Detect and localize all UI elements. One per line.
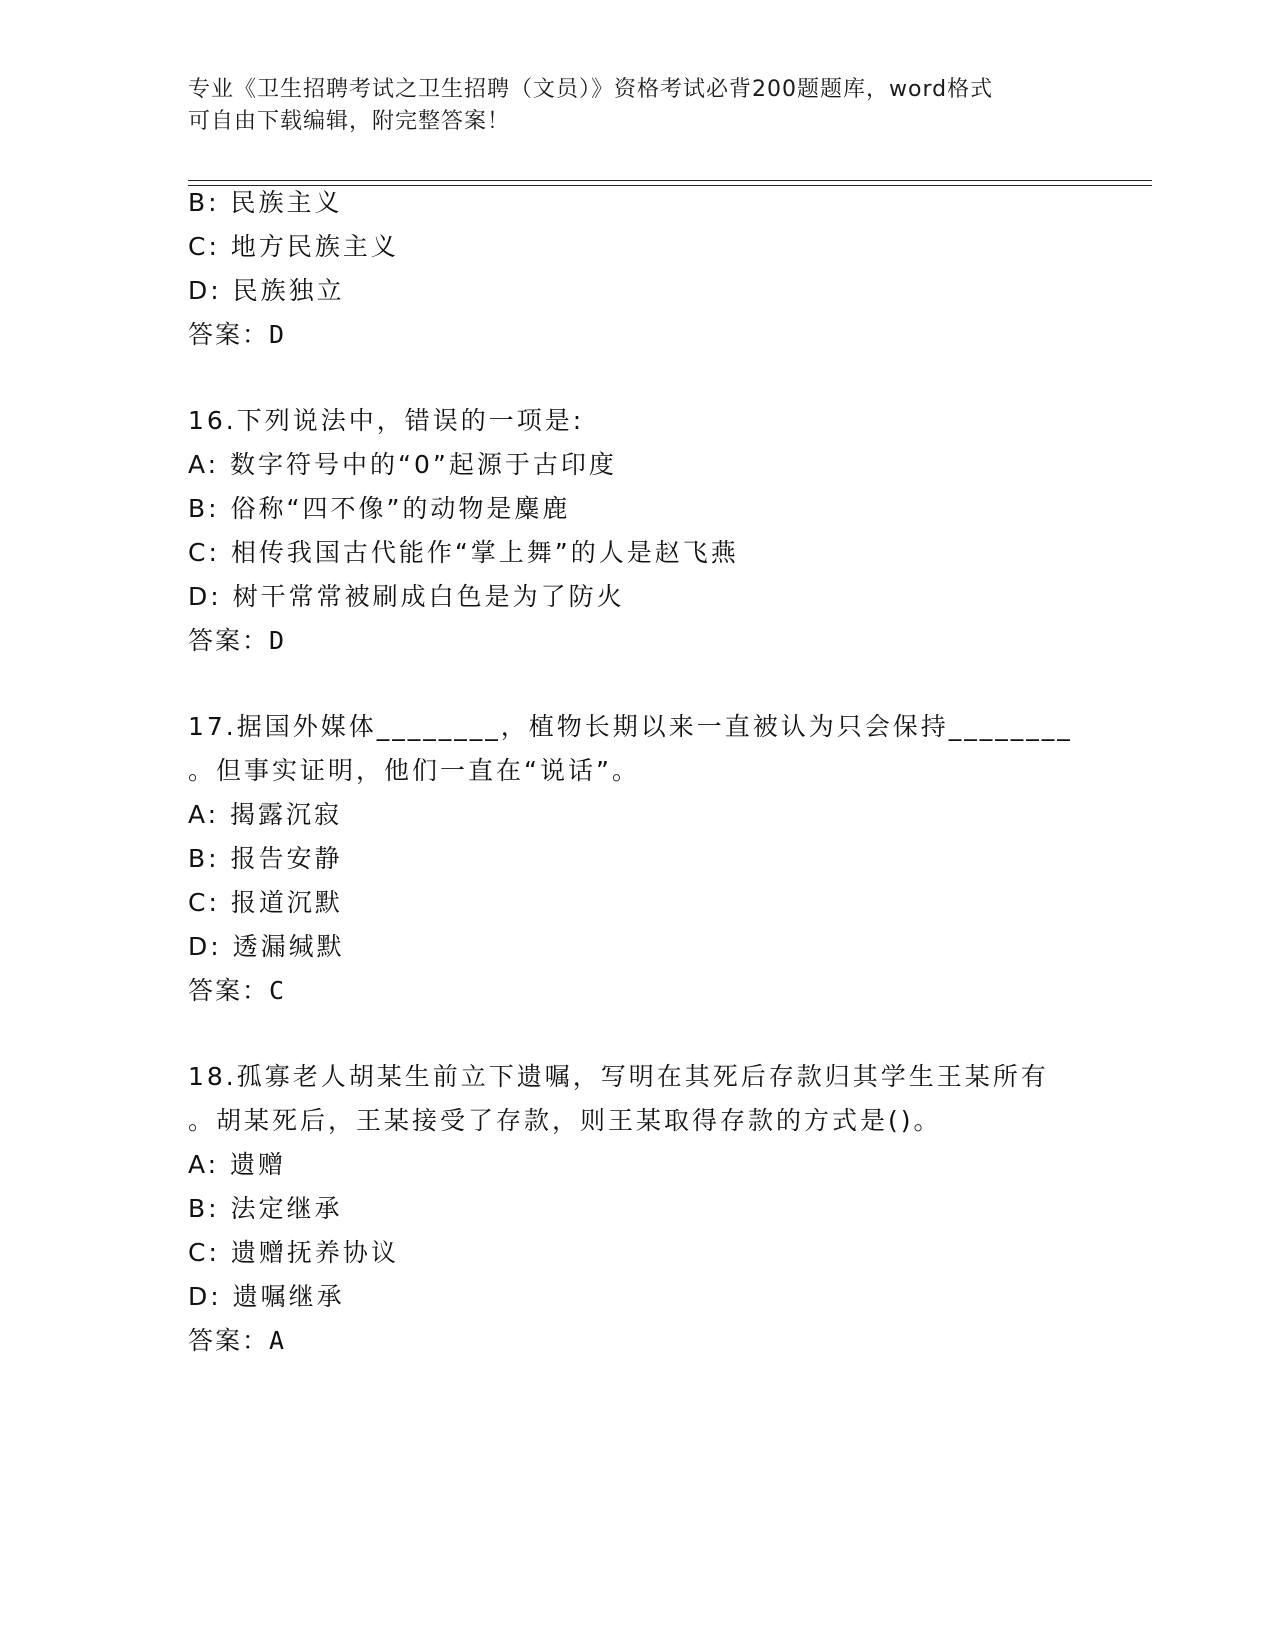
document-header (188, 74, 1068, 138)
q17-answer: 答案：C (188, 976, 287, 1005)
q18-stem-line-2: 。胡某死后，王某接受了存款，则王某取得存款的方式是()。 (188, 1106, 942, 1135)
q16-option-d: D: 树干常常被刷成白色是为了防火 (188, 582, 625, 611)
q15-option-b: B: 民族主义 (188, 188, 343, 217)
q17-option-c: C: 报道沉默 (188, 888, 343, 917)
q16-stem: 16.下列说法中，错误的一项是: (188, 406, 585, 435)
q17-option-a: A: 揭露沉寂 (188, 800, 343, 829)
q16-option-b: B: 俗称“四不像”的动物是麋鹿 (188, 494, 571, 523)
q16-option-c: C: 相传我国古代能作“掌上舞”的人是赵飞燕 (188, 538, 739, 567)
q18-option-d: D: 遗嘱继承 (188, 1282, 345, 1311)
q17-option-b: B: 报告安静 (188, 844, 343, 873)
q18-answer: 答案：A (188, 1326, 287, 1355)
q17-stem-line-2: 。但事实证明，他们一直在“说话”。 (188, 756, 640, 785)
header-title-line-1: 专业《卫生招聘考试之卫生招聘（文员）》资格考试必背200题题库，word格式 (188, 77, 994, 102)
q15-answer: 答案：D (188, 320, 287, 349)
q15-option-c: C: 地方民族主义 (188, 232, 399, 261)
q18-stem-line-1: 18.孤寡老人胡某生前立下遗嘱，写明在其死后存款归其学生王某所有 (188, 1062, 1049, 1091)
header-divider-top (188, 180, 1152, 181)
q18-option-b: B: 法定继承 (188, 1194, 343, 1223)
q18-option-a: A: 遗赠 (188, 1150, 287, 1179)
q17-stem-line-1: 17.据国外媒体________，植物长期以来一直被认为只会保持________ (188, 712, 1073, 741)
header-title-line-2: 可自由下载编辑，附完整答案！ (188, 109, 511, 134)
q15-option-d: D: 民族独立 (188, 276, 345, 305)
q16-option-a: A: 数字符号中的“0”起源于古印度 (188, 450, 617, 479)
q17-option-d: D: 透漏缄默 (188, 932, 345, 961)
q16-answer: 答案：D (188, 626, 287, 655)
q18-option-c: C: 遗赠抚养协议 (188, 1238, 399, 1267)
